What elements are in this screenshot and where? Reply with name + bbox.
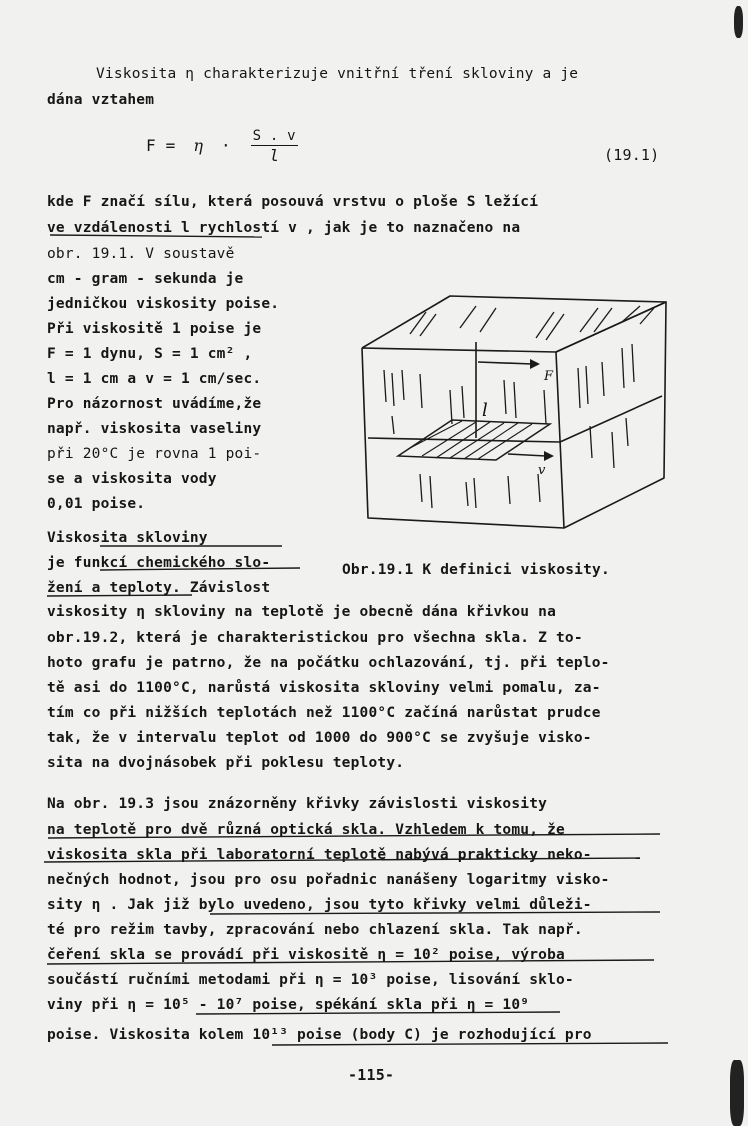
intro-line-1: Viskosita η charakterizuje vnitřní tření skloviny a je (96, 66, 579, 82)
body-line: viny při η = 10⁵ - 10⁷ poise, spékání skla při η = 10⁹ (47, 997, 530, 1013)
left-line: se a viskosita vody (47, 471, 217, 487)
left-line: je funkcí chemického slo- (47, 555, 271, 571)
text-line-kde: kde F značí sílu, která posouvá vrstvu o ploše S ležící (47, 194, 539, 210)
text-line-vzdalenosti: ve vzdálenosti l rychlostí v , jak je to naznačeno na (47, 220, 521, 236)
left-line: např. viskosita vaseliny (47, 421, 262, 437)
body-line: nečných hodnot, jsou pro osu pořadnic nanášeny logaritmy visko- (47, 872, 610, 888)
left-line: žení a teploty. Závislost (47, 580, 271, 596)
formula-denominator: l (269, 146, 280, 165)
left-line: l = 1 cm a v = 1 cm/sec. (47, 371, 262, 387)
body-line: tě asi do 1100°C, narůstá viskosita skloviny velmi pomalu, za- (47, 680, 601, 696)
formula-eta: η (193, 136, 204, 155)
formula-numerator: S . v (252, 128, 296, 144)
body-line: poise. Viskosita kolem 10¹³ poise (body C) je rozhodující pro (47, 1027, 592, 1043)
body-line: sita na dvojnásobek při poklesu teploty. (47, 755, 405, 771)
body-line: té pro režim tavby, zpracování nebo chlazení skla. Tak např. (47, 922, 583, 938)
left-line: Pro názornost uvádíme,že (47, 396, 262, 412)
body-line: viskosity η skloviny na teplotě je obecně dána křivkou na (47, 604, 556, 620)
label-f: F (544, 369, 554, 384)
left-line: cm - gram - sekunda je (47, 271, 244, 287)
left-line: Viskosita skloviny (47, 530, 208, 546)
equation-number: (19.1) (604, 146, 660, 164)
left-line: 0,01 poise. (47, 496, 146, 512)
body-line: součástí ručními metodami při η = 10³ poise, lisování sklo- (47, 972, 574, 988)
scan-edge-mark (734, 6, 743, 38)
body-line: čeření skla se provádí při viskositě η = 10² poise, výroba (47, 947, 565, 963)
body-line: sity η . Jak již bylo uvedeno, jsou tyto křivky velmi důleži- (47, 897, 592, 913)
body-line: na teplotě pro dvě různá optická skla. Vzhledem k tomu, že (47, 822, 565, 838)
left-line: obr. 19.1. V soustavě (47, 246, 235, 262)
label-l: l (482, 400, 488, 421)
body-line: viskosita skla při laboratorní teplotě nabývá prakticky neko- (47, 847, 592, 863)
body-line: obr.19.2, která je charakteristickou pro všechna skla. Z to- (47, 630, 583, 646)
page-number: -115- (348, 1066, 395, 1084)
left-line: při 20°C je rovna 1 poi- (47, 446, 262, 462)
left-line: Při viskositě 1 poise je (47, 321, 262, 337)
body-line: hoto grafu je patrno, že na počátku ochlazování, tj. při teplo- (47, 655, 610, 671)
formula-lhs: F = (146, 136, 176, 155)
body-line: tím co při nižších teplotách než 1100°C začíná narůstat prudce (47, 705, 601, 721)
body-line: tak, že v intervalu teplot od 1000 do 900°C se zvyšuje visko- (47, 730, 592, 746)
formula-dot: · (220, 136, 231, 155)
intro-line-2: dána vztahem (47, 92, 155, 108)
body-line: Na obr. 19.3 jsou znázorněny křivky závislosti viskosity (47, 796, 548, 812)
scan-edge-mark (730, 1060, 744, 1126)
label-v: v (538, 463, 546, 478)
left-line: jedničkou viskosity poise. (47, 296, 280, 312)
figure-caption: Obr.19.1 K definici viskosity. (342, 562, 610, 578)
left-line: F = 1 dynu, S = 1 cm² , (47, 346, 253, 362)
